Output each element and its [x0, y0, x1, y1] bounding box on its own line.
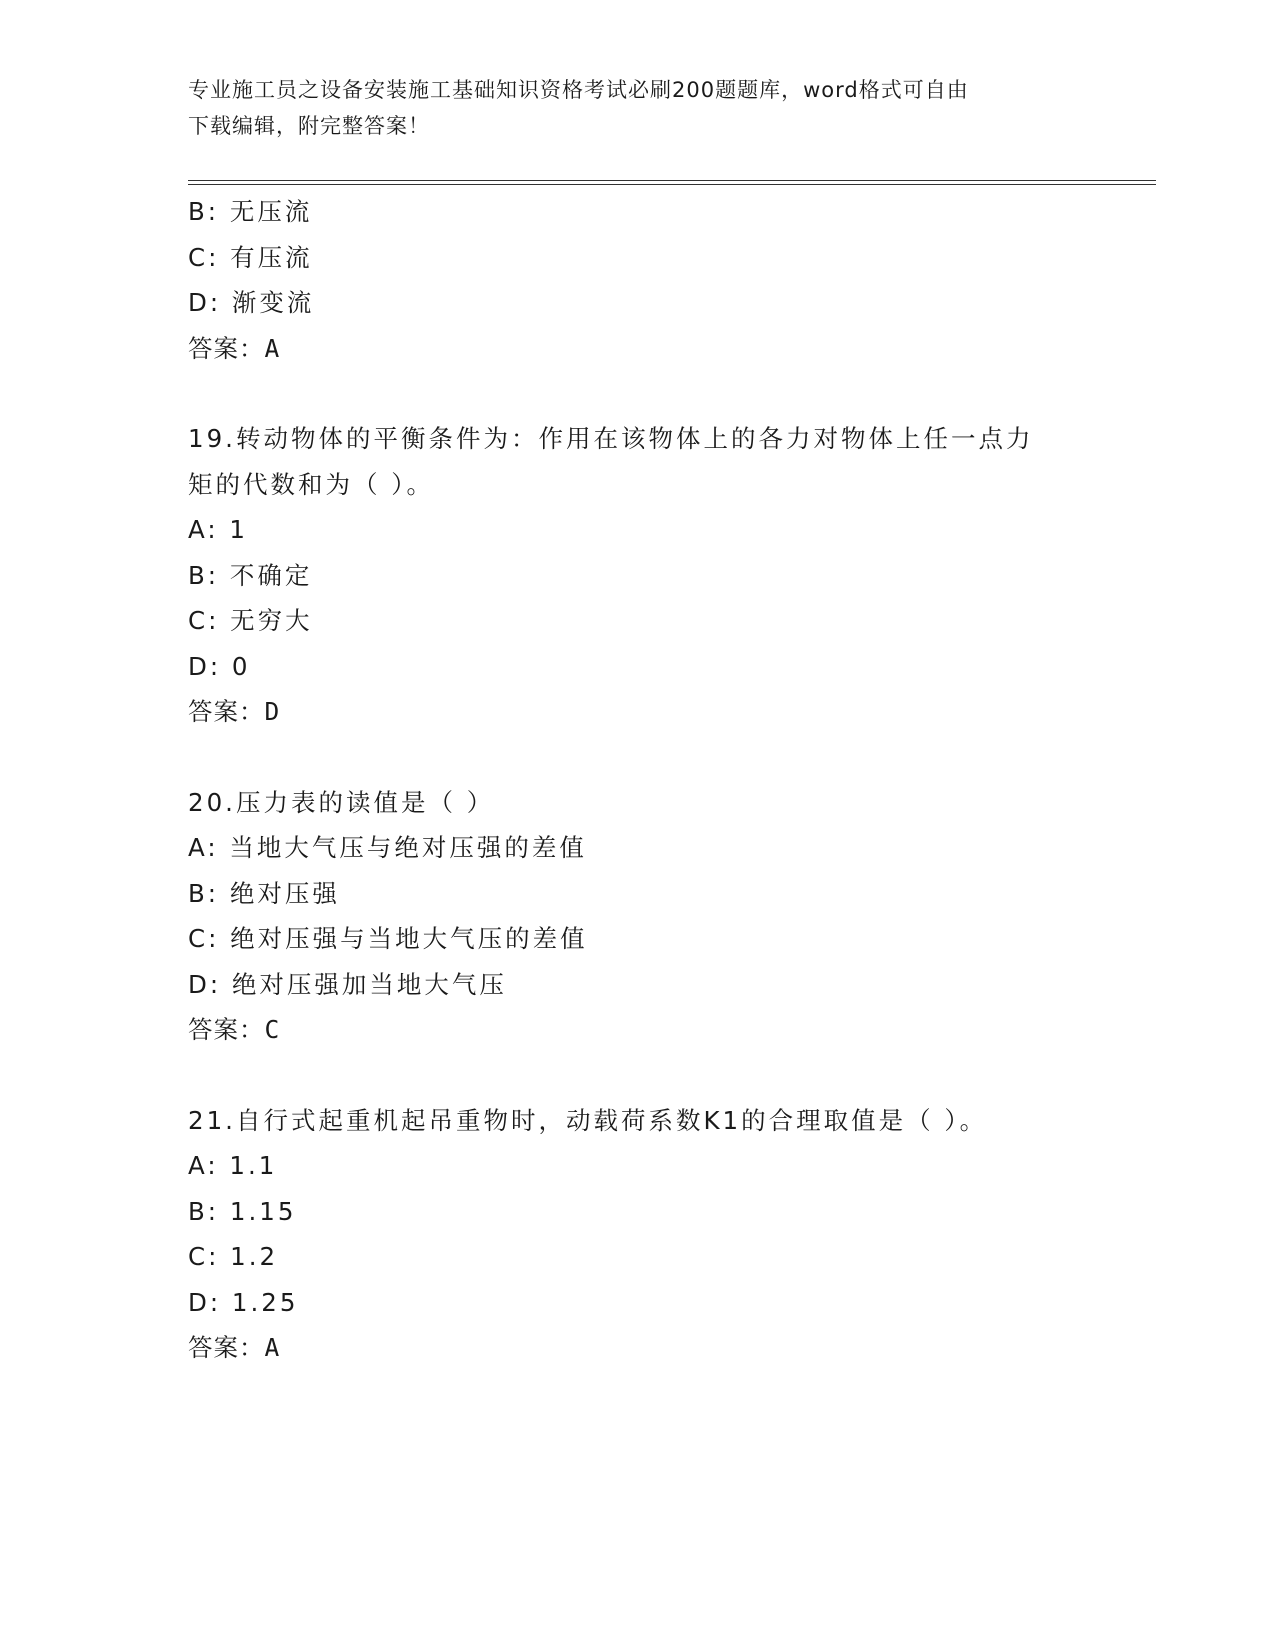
- answer: 答案：C: [188, 1015, 281, 1044]
- header-rule-top: [188, 180, 1156, 181]
- option-b: B: 不确定: [188, 560, 313, 590]
- option-a: A: 1: [188, 515, 248, 544]
- question-stem: 21.自行式起重机起吊重物时，动载荷系数K1的合理取值是（ ）。: [188, 1105, 988, 1135]
- option-b: B: 绝对压强: [188, 878, 340, 908]
- option-b: B: 1.15: [188, 1196, 297, 1226]
- option-a: A: 1.1: [188, 1151, 278, 1180]
- question-19: [188, 416, 1088, 735]
- option-a: A: 当地大气压与绝对压强的差值: [188, 833, 587, 862]
- option-d: D: 0: [188, 651, 251, 681]
- question-list: [188, 189, 1088, 1371]
- option-c: C: 无穷大: [188, 606, 313, 635]
- question-stem: 20.压力表的读值是（ ）: [188, 787, 495, 817]
- question-stem-cont: 矩的代数和为（ ）。: [188, 469, 435, 499]
- option-c: C: 有压流: [188, 242, 313, 272]
- option-d: D: 渐变流: [188, 288, 315, 317]
- option-d: D: 1.25: [188, 1287, 299, 1317]
- option-c: C: 绝对压强与当地大气压的差值: [188, 924, 588, 953]
- question-stem: 19.转动物体的平衡条件为：作用在该物体上的各力对物体上任一点力: [188, 424, 1034, 453]
- answer: 答案：A: [188, 333, 281, 363]
- answer: 答案：D: [188, 697, 281, 726]
- option-b: B: 无压流: [188, 197, 313, 226]
- question-18-tail: [188, 189, 1088, 371]
- question-21: [188, 1098, 1088, 1371]
- header-line-2: 下载编辑，附完整答案！: [188, 114, 430, 138]
- option-c: C: 1.2: [188, 1242, 279, 1271]
- document-header: [188, 72, 1088, 144]
- answer: 答案：A: [188, 1333, 281, 1362]
- header-line-1: 专业施工员之设备安装施工基础知识资格考试必刷200题题库，word格式可自由: [188, 78, 969, 102]
- option-d: D: 绝对压强加当地大气压: [188, 969, 507, 999]
- header-rule-bottom: [188, 184, 1156, 185]
- question-20: [188, 780, 1088, 1053]
